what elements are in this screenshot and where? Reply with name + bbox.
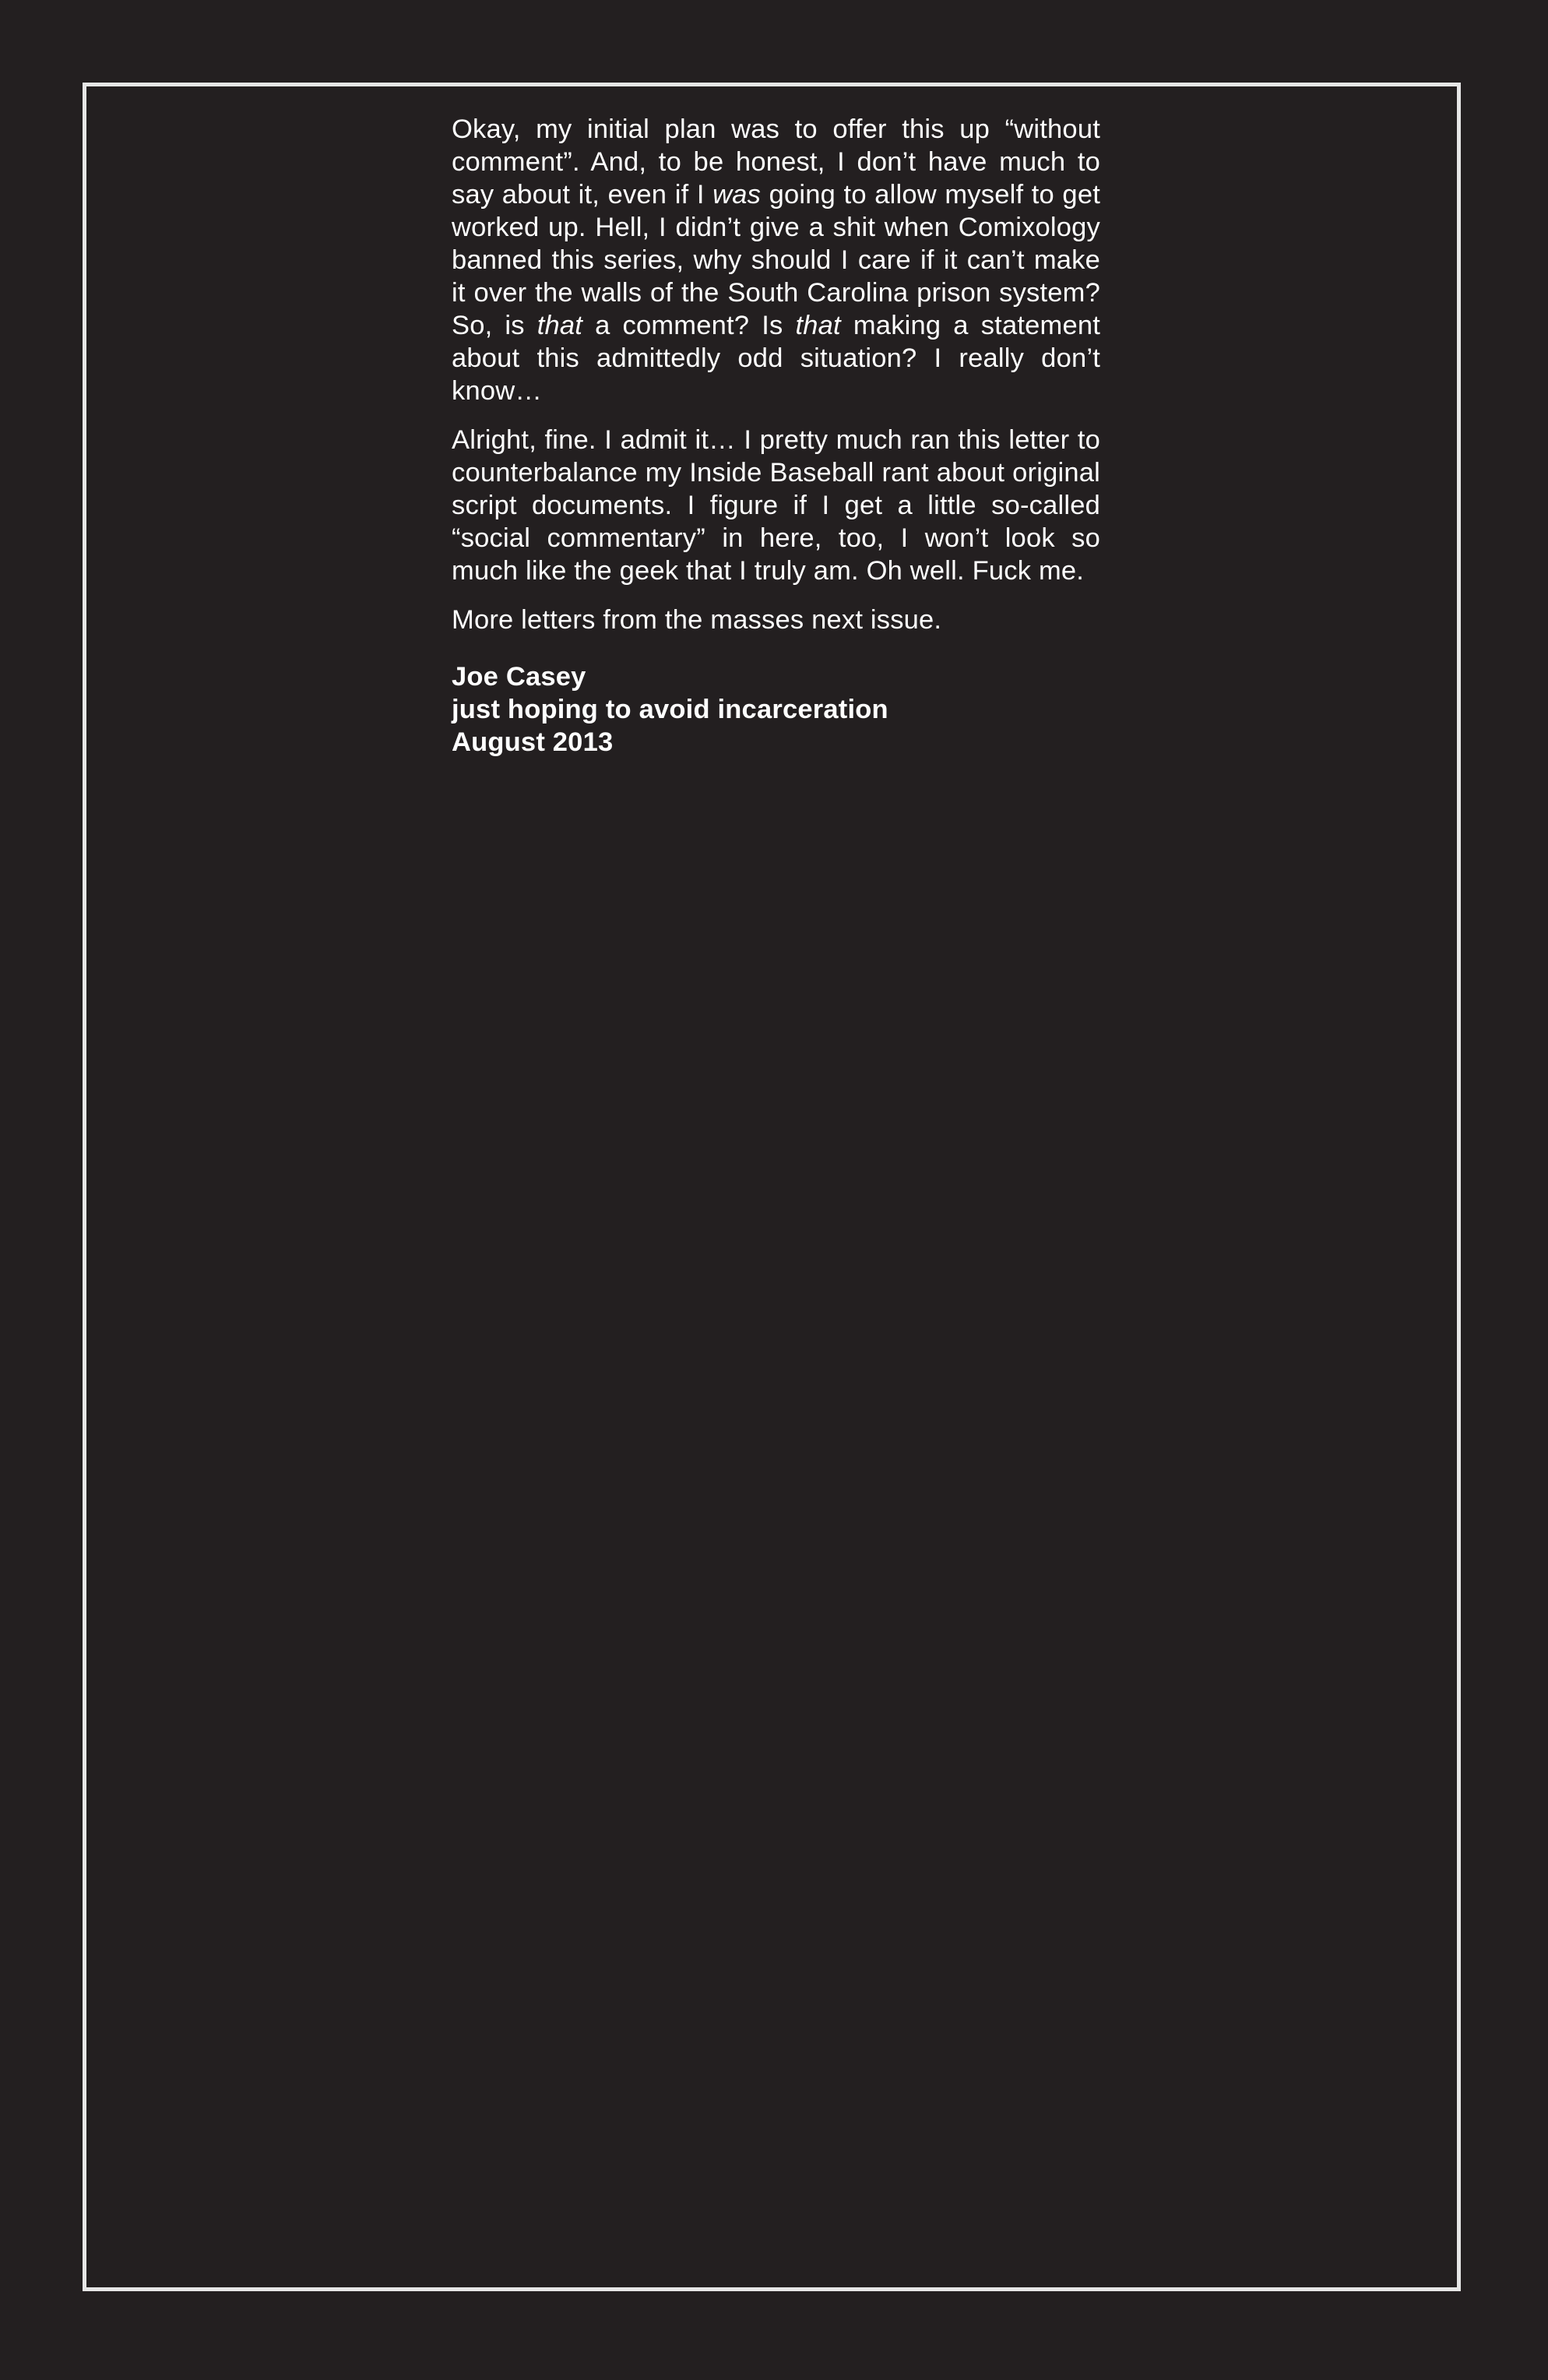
signature-tagline: just hoping to avoid incarceration [452, 695, 888, 724]
signature-name: Joe Casey [452, 662, 586, 692]
letter-paragraph-1 [452, 113, 1100, 407]
letter-paragraph-3: More letters from the masses next issue. [452, 605, 942, 635]
paragraph-1-text-c: a comment? Is [582, 311, 796, 340]
paragraph-1-text-d: making a statement about this admittedly odd situation? I really don’t know… [452, 311, 1100, 406]
paragraph-1-text-b: going to allow myself to get worked up. Hell, I didn’t give a shit when Comixology banned this series, why should I care if it can’t make it over the walls of the South Carolina prison system? So, is [452, 180, 1100, 340]
letter-column [452, 113, 1100, 759]
emphasis-that-1: that [537, 311, 583, 340]
paragraph-1-text-a: Okay, my initial plan was to offer this up “without comment”. And, to be honest, I don’t have much to say about it, even if I [452, 114, 1100, 209]
emphasis-that-2: that [795, 311, 841, 340]
signature-block [452, 660, 1100, 759]
emphasis-was: was [712, 180, 762, 209]
letter-paragraph-2: Alright, fine. I admit it… I pretty much ran this letter to counterbalance my Inside Baseball rant about original script documents. I figure if I get a little so-called “social commentary” in here, too, I won’t look so much like the geek that I truly am. Oh well. Fuck me. [452, 425, 1100, 586]
signature-date: August 2013 [452, 727, 614, 757]
